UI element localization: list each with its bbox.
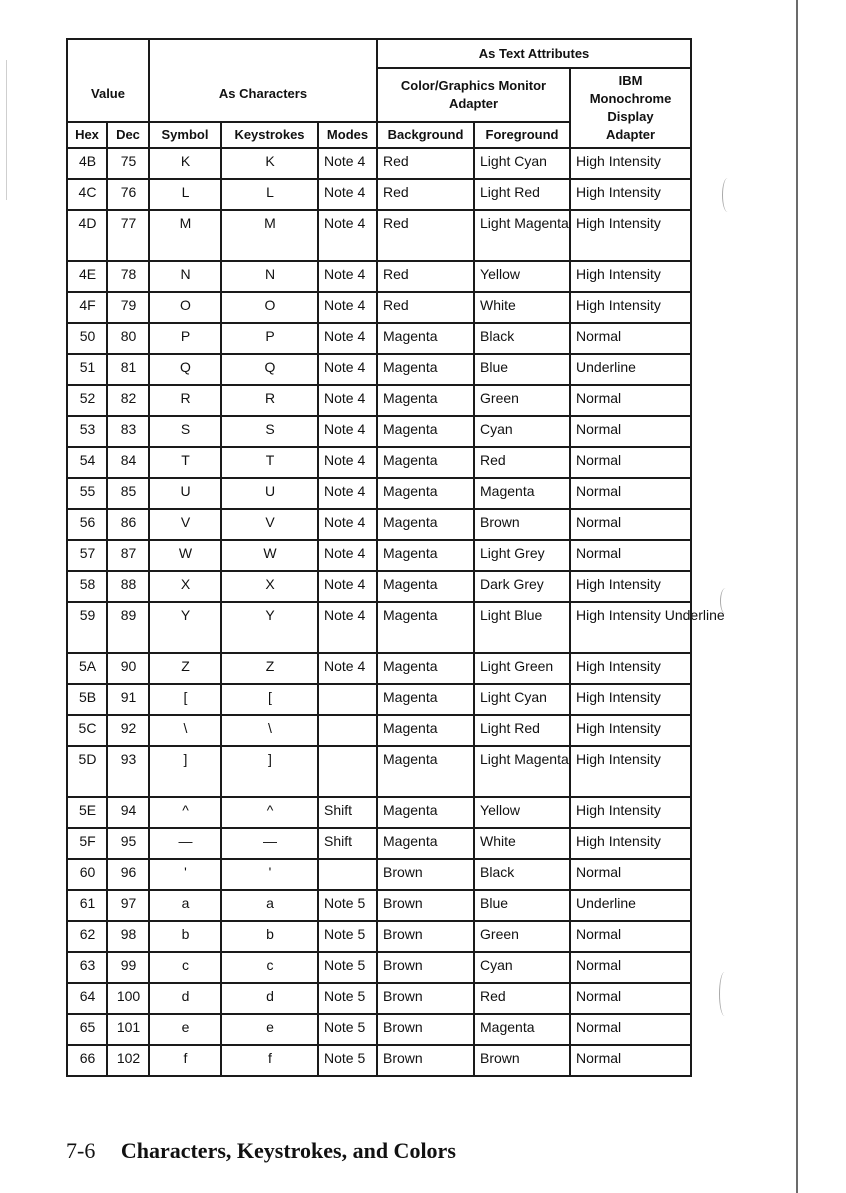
modes-cell: Note 4: [318, 416, 377, 447]
symbol-cell: f: [149, 1045, 221, 1076]
monochrome-cell: High Intensity: [570, 210, 691, 261]
foreground-cell: Red: [474, 983, 570, 1014]
hex-cell: 56: [67, 509, 107, 540]
keystrokes-cell: S: [221, 416, 318, 447]
monochrome-cell: High Intensity: [570, 797, 691, 828]
dec-cell: 77: [107, 210, 149, 261]
monochrome-cell: Normal: [570, 859, 691, 890]
background-cell: Magenta: [377, 571, 474, 602]
dec-cell: 99: [107, 952, 149, 983]
symbol-cell: R: [149, 385, 221, 416]
foreground-cell: Yellow: [474, 261, 570, 292]
modes-cell: Note 5: [318, 952, 377, 983]
character-attribute-table: [66, 38, 725, 1077]
symbol-cell: b: [149, 921, 221, 952]
modes-cell: Note 5: [318, 1014, 377, 1045]
hex-cell: 55: [67, 478, 107, 509]
background-cell: Brown: [377, 890, 474, 921]
foreground-cell: Black: [474, 859, 570, 890]
table-row: [67, 447, 691, 478]
hex-cell: 5E: [67, 797, 107, 828]
monochrome-cell: High Intensity: [570, 179, 691, 210]
table-row: [67, 715, 691, 746]
dec-cell: 90: [107, 653, 149, 684]
table-row: [67, 478, 691, 509]
keystrokes-cell: ^: [221, 797, 318, 828]
modes-cell: Note 4: [318, 179, 377, 210]
foreground-cell: Green: [474, 385, 570, 416]
modes-cell: Note 4: [318, 509, 377, 540]
foreground-cell: Light Red: [474, 715, 570, 746]
foreground-cell: Light Grey: [474, 540, 570, 571]
modes-cell: Note 5: [318, 983, 377, 1014]
keystrokes-cell: K: [221, 148, 318, 179]
symbol-cell: S: [149, 416, 221, 447]
dec-cell: 96: [107, 859, 149, 890]
background-cell: Brown: [377, 1045, 474, 1076]
monochrome-cell: Normal: [570, 540, 691, 571]
modes-cell: Note 4: [318, 385, 377, 416]
symbol-cell: M: [149, 210, 221, 261]
background-cell: Brown: [377, 859, 474, 890]
hex-cell: 4C: [67, 179, 107, 210]
dec-cell: 83: [107, 416, 149, 447]
symbol-column-header: Symbol: [149, 122, 221, 148]
monochrome-cell: Normal: [570, 416, 691, 447]
as-text-attributes-header: As Text Attributes: [377, 39, 691, 68]
dec-cell: 95: [107, 828, 149, 859]
symbol-cell: V: [149, 509, 221, 540]
dec-cell: 88: [107, 571, 149, 602]
monochrome-cell: Normal: [570, 1014, 691, 1045]
modes-cell: Note 5: [318, 1045, 377, 1076]
hex-cell: 60: [67, 859, 107, 890]
keystrokes-cell: T: [221, 447, 318, 478]
monochrome-cell: High Intensity: [570, 828, 691, 859]
foreground-cell: Light Blue: [474, 602, 570, 653]
modes-cell: Note 5: [318, 921, 377, 952]
keystrokes-cell: M: [221, 210, 318, 261]
modes-cell: Note 4: [318, 447, 377, 478]
table-row: [67, 1014, 691, 1045]
foreground-cell: Magenta: [474, 478, 570, 509]
hex-cell: 65: [67, 1014, 107, 1045]
table-row: [67, 416, 691, 447]
foreground-cell: Cyan: [474, 416, 570, 447]
hex-cell: 5B: [67, 684, 107, 715]
monochrome-cell: High Intensity: [570, 653, 691, 684]
symbol-cell: O: [149, 292, 221, 323]
foreground-cell: Dark Grey: [474, 571, 570, 602]
hex-cell: 51: [67, 354, 107, 385]
background-cell: Red: [377, 148, 474, 179]
monochrome-cell: High Intensity: [570, 148, 691, 179]
keystrokes-cell: \: [221, 715, 318, 746]
background-cell: Magenta: [377, 509, 474, 540]
keystrokes-cell: Q: [221, 354, 318, 385]
background-cell: Magenta: [377, 684, 474, 715]
symbol-cell: c: [149, 952, 221, 983]
background-cell: Brown: [377, 1014, 474, 1045]
modes-cell: [318, 746, 377, 797]
background-cell: Brown: [377, 983, 474, 1014]
foreground-cell: Black: [474, 323, 570, 354]
foreground-cell: Magenta: [474, 1014, 570, 1045]
foreground-cell: Light Magenta: [474, 210, 570, 261]
foreground-cell: White: [474, 292, 570, 323]
background-cell: Red: [377, 179, 474, 210]
modes-cell: Shift: [318, 797, 377, 828]
modes-cell: Note 5: [318, 890, 377, 921]
hex-cell: 4F: [67, 292, 107, 323]
table-row: [67, 602, 691, 653]
foreground-cell: Light Cyan: [474, 684, 570, 715]
monochrome-cell: High Intensity: [570, 684, 691, 715]
dec-cell: 97: [107, 890, 149, 921]
keystrokes-cell: b: [221, 921, 318, 952]
hex-column-header: Hex: [67, 122, 107, 148]
monochrome-cell: High Intensity: [570, 746, 691, 797]
symbol-cell: ': [149, 859, 221, 890]
monochrome-cell: Normal: [570, 323, 691, 354]
dec-cell: 82: [107, 385, 149, 416]
keystrokes-cell: X: [221, 571, 318, 602]
table-row: [67, 323, 691, 354]
keystrokes-cell: Z: [221, 653, 318, 684]
foreground-cell: Light Cyan: [474, 148, 570, 179]
background-cell: Magenta: [377, 746, 474, 797]
symbol-cell: d: [149, 983, 221, 1014]
dec-cell: 84: [107, 447, 149, 478]
table-row: [67, 540, 691, 571]
keystrokes-cell: R: [221, 385, 318, 416]
symbol-cell: ]: [149, 746, 221, 797]
background-cell: Red: [377, 261, 474, 292]
monochrome-cell: Normal: [570, 1045, 691, 1076]
background-cell: Red: [377, 292, 474, 323]
modes-cell: [318, 859, 377, 890]
symbol-cell: e: [149, 1014, 221, 1045]
dec-cell: 79: [107, 292, 149, 323]
foreground-cell: Light Magenta: [474, 746, 570, 797]
scan-edge-mark: [6, 60, 7, 200]
dec-cell: 91: [107, 684, 149, 715]
hex-cell: 4B: [67, 148, 107, 179]
foreground-cell: Light Red: [474, 179, 570, 210]
symbol-cell: N: [149, 261, 221, 292]
dec-cell: 100: [107, 983, 149, 1014]
background-column-header: Background: [377, 122, 474, 148]
symbol-cell: L: [149, 179, 221, 210]
monochrome-cell: High Intensity: [570, 292, 691, 323]
keystrokes-cell: [: [221, 684, 318, 715]
keystrokes-cell: d: [221, 983, 318, 1014]
keystrokes-cell: P: [221, 323, 318, 354]
table-row: [67, 509, 691, 540]
monochrome-cell: High Intensity: [570, 261, 691, 292]
as-characters-header: As Characters: [149, 39, 377, 122]
monochrome-cell: High Intensity: [570, 715, 691, 746]
hex-cell: 5F: [67, 828, 107, 859]
background-cell: Magenta: [377, 323, 474, 354]
hex-cell: 57: [67, 540, 107, 571]
scan-artifact: [722, 178, 733, 212]
keystrokes-cell: a: [221, 890, 318, 921]
modes-cell: Note 4: [318, 571, 377, 602]
symbol-cell: Q: [149, 354, 221, 385]
value-group-header: Value: [67, 39, 149, 122]
modes-cell: Shift: [318, 828, 377, 859]
background-cell: Brown: [377, 921, 474, 952]
monochrome-cell: Normal: [570, 983, 691, 1014]
background-cell: Brown: [377, 952, 474, 983]
symbol-cell: X: [149, 571, 221, 602]
keystrokes-cell: L: [221, 179, 318, 210]
monochrome-cell: Normal: [570, 447, 691, 478]
symbol-cell: —: [149, 828, 221, 859]
hex-cell: 63: [67, 952, 107, 983]
symbol-cell: a: [149, 890, 221, 921]
modes-cell: Note 4: [318, 354, 377, 385]
background-cell: Magenta: [377, 715, 474, 746]
background-cell: Magenta: [377, 478, 474, 509]
monochrome-cell: Normal: [570, 509, 691, 540]
dec-cell: 75: [107, 148, 149, 179]
keystrokes-cell: Y: [221, 602, 318, 653]
dec-cell: 76: [107, 179, 149, 210]
modes-cell: Note 4: [318, 148, 377, 179]
modes-cell: Note 4: [318, 261, 377, 292]
hex-cell: 52: [67, 385, 107, 416]
dec-cell: 89: [107, 602, 149, 653]
background-cell: Magenta: [377, 828, 474, 859]
table-row: [67, 571, 691, 602]
table-row: [67, 148, 691, 179]
hex-cell: 4E: [67, 261, 107, 292]
foreground-cell: Yellow: [474, 797, 570, 828]
table-row: [67, 684, 691, 715]
scan-artifact: [719, 972, 730, 1016]
monochrome-cell: Underline: [570, 354, 691, 385]
hex-cell: 5A: [67, 653, 107, 684]
dec-cell: 86: [107, 509, 149, 540]
hex-cell: 53: [67, 416, 107, 447]
table-row: [67, 797, 691, 828]
monochrome-cell: Underline: [570, 890, 691, 921]
modes-column-header: Modes: [318, 122, 377, 148]
table-row: [67, 890, 691, 921]
table-row: [67, 859, 691, 890]
keystrokes-cell: ]: [221, 746, 318, 797]
dec-cell: 102: [107, 1045, 149, 1076]
table-row: [67, 983, 691, 1014]
background-cell: Magenta: [377, 354, 474, 385]
symbol-cell: ^: [149, 797, 221, 828]
table-row: [67, 210, 691, 261]
dec-column-header: Dec: [107, 122, 149, 148]
monochrome-cell: Normal: [570, 385, 691, 416]
page-number: 7-6: [66, 1138, 96, 1163]
foreground-cell: Blue: [474, 354, 570, 385]
symbol-cell: Z: [149, 653, 221, 684]
keystrokes-cell: U: [221, 478, 318, 509]
foreground-cell: Red: [474, 447, 570, 478]
monochrome-cell: Normal: [570, 921, 691, 952]
table-row: [67, 746, 691, 797]
background-cell: Magenta: [377, 653, 474, 684]
foreground-cell: Cyan: [474, 952, 570, 983]
color-graphics-header: Color/Graphics Monitor Adapter: [377, 68, 570, 122]
background-cell: Magenta: [377, 385, 474, 416]
hex-cell: 66: [67, 1045, 107, 1076]
dec-cell: 93: [107, 746, 149, 797]
foreground-column-header: Foreground: [474, 122, 570, 148]
monochrome-cell: Normal: [570, 952, 691, 983]
background-cell: Magenta: [377, 602, 474, 653]
symbol-cell: T: [149, 447, 221, 478]
page-footer: [66, 1138, 456, 1164]
keystrokes-cell: e: [221, 1014, 318, 1045]
keystrokes-column-header: Keystrokes: [221, 122, 318, 148]
symbol-cell: \: [149, 715, 221, 746]
table-row: [67, 921, 691, 952]
modes-cell: Note 4: [318, 478, 377, 509]
symbol-cell: U: [149, 478, 221, 509]
foreground-cell: Green: [474, 921, 570, 952]
background-cell: Magenta: [377, 416, 474, 447]
foreground-cell: Brown: [474, 1045, 570, 1076]
table-row: [67, 385, 691, 416]
keystrokes-cell: c: [221, 952, 318, 983]
dec-cell: 81: [107, 354, 149, 385]
modes-cell: [318, 715, 377, 746]
table-row: [67, 354, 691, 385]
dec-cell: 101: [107, 1014, 149, 1045]
hex-cell: 62: [67, 921, 107, 952]
ibm-monochrome-header: IBM Monochrome Display Adapter: [570, 68, 691, 148]
monochrome-cell: Normal: [570, 478, 691, 509]
dec-cell: 80: [107, 323, 149, 354]
background-cell: Magenta: [377, 540, 474, 571]
hex-cell: 4D: [67, 210, 107, 261]
page-edge-rule: [796, 0, 798, 1193]
table-row: [67, 179, 691, 210]
table-row: [67, 261, 691, 292]
hex-cell: 54: [67, 447, 107, 478]
background-cell: Magenta: [377, 447, 474, 478]
dec-cell: 94: [107, 797, 149, 828]
symbol-cell: Y: [149, 602, 221, 653]
hex-cell: 5C: [67, 715, 107, 746]
monochrome-cell: High Intensity: [570, 571, 691, 602]
hex-cell: 5D: [67, 746, 107, 797]
keystrokes-cell: ': [221, 859, 318, 890]
modes-cell: Note 4: [318, 602, 377, 653]
hex-cell: 58: [67, 571, 107, 602]
modes-cell: Note 4: [318, 653, 377, 684]
hex-cell: 64: [67, 983, 107, 1014]
keystrokes-cell: W: [221, 540, 318, 571]
keystrokes-cell: O: [221, 292, 318, 323]
foreground-cell: White: [474, 828, 570, 859]
chapter-title: Characters, Keystrokes, and Colors: [120, 1138, 456, 1163]
foreground-cell: Brown: [474, 509, 570, 540]
dec-cell: 78: [107, 261, 149, 292]
symbol-cell: K: [149, 148, 221, 179]
dec-cell: 98: [107, 921, 149, 952]
background-cell: Magenta: [377, 797, 474, 828]
background-cell: Red: [377, 210, 474, 261]
modes-cell: Note 4: [318, 323, 377, 354]
modes-cell: Note 4: [318, 292, 377, 323]
modes-cell: Note 4: [318, 210, 377, 261]
dec-cell: 92: [107, 715, 149, 746]
modes-cell: Note 4: [318, 540, 377, 571]
table-row: [67, 292, 691, 323]
modes-cell: [318, 684, 377, 715]
hex-cell: 59: [67, 602, 107, 653]
table-row: [67, 828, 691, 859]
keystrokes-cell: V: [221, 509, 318, 540]
foreground-cell: Light Green: [474, 653, 570, 684]
symbol-cell: [: [149, 684, 221, 715]
dec-cell: 85: [107, 478, 149, 509]
dec-cell: 87: [107, 540, 149, 571]
hex-cell: 50: [67, 323, 107, 354]
symbol-cell: W: [149, 540, 221, 571]
table-row: [67, 952, 691, 983]
symbol-cell: P: [149, 323, 221, 354]
table-row: [67, 653, 691, 684]
keystrokes-cell: f: [221, 1045, 318, 1076]
foreground-cell: Blue: [474, 890, 570, 921]
table-row: [67, 1045, 691, 1076]
keystrokes-cell: —: [221, 828, 318, 859]
keystrokes-cell: N: [221, 261, 318, 292]
hex-cell: 61: [67, 890, 107, 921]
monochrome-cell: High Intensity Underline: [570, 602, 691, 653]
